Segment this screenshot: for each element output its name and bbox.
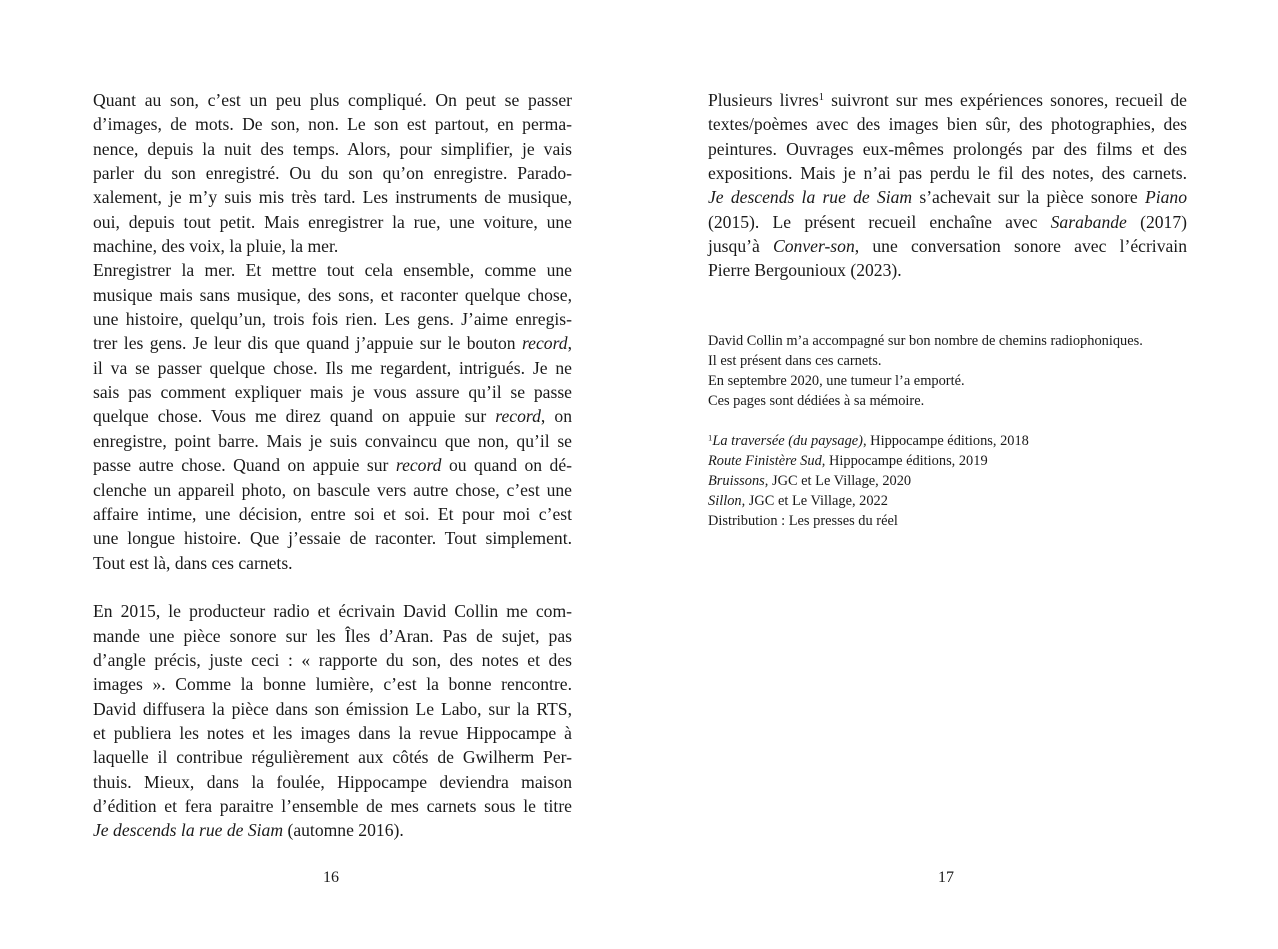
text-segment: musique mais sans musique, des sons, et raconter quelque chose, <box>93 284 572 305</box>
italic-text: record <box>395 455 442 476</box>
paragraph-line <box>93 599 572 623</box>
dedication <box>708 331 1188 411</box>
text-segment: , une conversation sonore avec l’écrivain <box>854 236 1187 257</box>
text-segment: enregistre, point barre. Mais je suis convaincu que non, qu’il se <box>93 430 572 451</box>
footnote-line <box>708 431 1188 451</box>
text-segment: d’angle précis, juste ceci : « rapporte du son, des notes et des <box>93 649 572 670</box>
text-segment: d’édition et fera paraitre l’ensemble de mes carnets sous le titre <box>93 795 572 816</box>
text-segment: Il est présent dans ces carnets. <box>708 353 882 370</box>
italic-text: record <box>495 406 541 427</box>
paragraph-line <box>708 112 1187 136</box>
text-segment: il va se passer quelque chose. Ils me regardent, intrigués. Je ne <box>93 357 572 378</box>
paragraph-line <box>93 697 572 721</box>
text-segment: laquelle il contribue régulièrement aux côtés de Gwilherm Per- <box>93 747 572 768</box>
italic-text: Piano <box>1144 187 1187 208</box>
paragraph-line <box>708 88 1187 112</box>
text-segment: , on <box>540 406 573 427</box>
text-segment: quelque chose. Vous me direz quand on appuie sur <box>93 406 496 427</box>
paragraph-line <box>93 234 572 258</box>
italic-text: La traversée (du paysage) <box>712 433 863 449</box>
paragraph-line <box>708 137 1187 161</box>
text-segment: images ». Comme la bonne lumière, c’est la bonne rencontre. <box>93 674 572 695</box>
text-segment: expositions. Mais je n’ai pas perdu le fil des notes, des carnets. <box>708 163 1187 184</box>
text-segment: xalement, je m’y suis mis très tard. Les instruments de musique, <box>93 187 572 208</box>
paragraph-line <box>93 794 572 818</box>
footnotes <box>708 431 1188 531</box>
text-segment: une longue histoire. Que j’essaie de raconter. Tout simplement. <box>93 528 572 549</box>
paragraph-line <box>93 404 572 428</box>
italic-text: Je descends la rue de Siam <box>93 820 284 841</box>
text-segment: suivront sur mes expériences sonores, recueil de <box>824 90 1187 110</box>
paragraph <box>708 88 1187 283</box>
paragraph <box>93 258 572 574</box>
paragraph-line <box>93 818 572 842</box>
text-segment: affaire intime, une décision, entre soi et soi. Et pour moi c’est <box>93 503 572 524</box>
paragraph-line <box>708 185 1187 209</box>
text-segment: sais pas comment expliquer mais je vous assure qu’il se passe <box>93 382 572 403</box>
text-segment: peintures. Ouvrages eux-mêmes prolongés par des films et des <box>708 138 1187 159</box>
paragraph-line <box>93 624 572 648</box>
paragraph-line <box>93 307 572 331</box>
text-segment: trer les gens. Je leur dis que quand j’appuie sur le bouton <box>93 333 522 354</box>
paragraph-line <box>93 648 572 672</box>
paragraph-line <box>93 331 572 355</box>
footnote-line <box>708 491 1188 511</box>
paragraph-line <box>708 161 1187 185</box>
paragraph-line <box>93 502 572 526</box>
paragraph-line <box>93 356 572 380</box>
italic-text: Sillon <box>708 493 742 510</box>
text-segment: Distribution : Les presses du réel <box>708 513 898 530</box>
text-segment: Tout est là, dans ces carnets. <box>93 552 293 573</box>
text-segment: et publiera les notes et les images dans la revue Hippocampe à <box>93 722 572 743</box>
paragraph-line <box>93 88 572 112</box>
right-body-text <box>708 88 1187 283</box>
text-segment: clenche un appareil photo, on bascule vers autre chose, c’est une <box>93 479 572 500</box>
italic-text: record <box>521 333 568 354</box>
text-segment: s’achevait sur la pièce sonore <box>912 187 1145 208</box>
text-segment: En 2015, le producteur radio et écrivain David Collin me com- <box>93 601 572 622</box>
text-segment: (2015). Le présent recueil enchaîne avec <box>708 211 1051 232</box>
paragraph-line <box>93 283 572 307</box>
paragraph-line <box>93 112 572 136</box>
paragraph-line <box>93 453 572 477</box>
text-segment: jusqu’à <box>708 236 773 257</box>
text-segment: mande une pièce sonore sur les Îles d’Aran. Pas de sujet, pas <box>93 625 572 646</box>
page-number-right: 17 <box>938 869 954 886</box>
text-segment: David diffusera la pièce dans son émission Le Labo, sur la RTS, <box>93 698 572 719</box>
footnote-line <box>708 451 1188 471</box>
text-segment: oui, depuis tout petit. Mais enregistrer la rue, une voiture, une <box>93 211 572 232</box>
text-segment: textes/poèmes avec des images bien sûr, des photographies, des <box>708 114 1187 135</box>
italic-text: Route Finistère Sud <box>708 453 822 470</box>
text-segment: Ces pages sont dédiées à sa mémoire. <box>708 393 925 410</box>
paragraph-line <box>93 770 572 794</box>
footnote-marker: 1 <box>708 432 713 443</box>
text-segment: d’images, de mots. De son, non. Le son est partout, en perma- <box>93 114 572 135</box>
paragraph-line <box>93 137 572 161</box>
paragraph-line <box>93 745 572 769</box>
text-segment: En septembre 2020, une tumeur l’a emporté. <box>708 373 965 390</box>
dedication-line <box>708 331 1188 351</box>
paragraph-line <box>93 429 572 453</box>
footnote-line <box>708 471 1188 491</box>
text-segment: Enregistrer la mer. Et mettre tout cela ensemble, comme une <box>93 260 572 281</box>
paragraph-line <box>93 210 572 234</box>
text-segment: (automne 2016). <box>283 820 404 841</box>
text-segment: passe autre chose. Quand on appuie sur <box>93 455 396 476</box>
paragraph <box>93 88 572 258</box>
paragraph-line <box>93 258 572 282</box>
text-segment: , JGC et Le Village, 2020 <box>764 473 912 490</box>
footnote-line <box>708 511 1188 531</box>
paragraph-line <box>93 672 572 696</box>
dedication-line <box>708 391 1188 411</box>
text-segment: , Hippocampe éditions, 2018 <box>862 433 1029 449</box>
text-segment: machine, des voix, la pluie, la mer. <box>93 236 339 257</box>
italic-text: Je descends la rue de Siam <box>708 187 913 208</box>
paragraph-line <box>93 721 572 745</box>
text-segment: Pierre Bergounioux (2023). <box>708 260 902 281</box>
italic-text: Bruissons <box>708 473 765 490</box>
paragraph <box>93 599 572 842</box>
paragraph-line <box>93 380 572 404</box>
text-segment: une histoire, quelqu’un, trois fois rien. Les gens. J’aime enregis- <box>93 309 572 330</box>
paragraph-line <box>93 551 572 575</box>
left-body-text <box>93 88 572 843</box>
text-segment: parler du son enregistré. Ou du son qu’on enregistre. Parado- <box>93 163 572 184</box>
page-number-left: 16 <box>323 869 339 886</box>
footnote-marker: 1 <box>818 92 825 104</box>
paragraph-line <box>708 258 1187 282</box>
text-segment: Quant au son, c’est un peu plus compliqué. On peut se passer <box>93 90 572 110</box>
paragraph-line <box>93 526 572 550</box>
text-segment: , Hippocampe éditions, 2019 <box>821 453 988 470</box>
text-segment: ou quand on dé- <box>441 455 572 476</box>
dedication-line <box>708 351 1188 371</box>
text-segment: nence, depuis la nuit des temps. Alors, pour simplifier, je vais <box>93 138 572 159</box>
paragraph-line <box>708 234 1187 258</box>
right-page <box>639 0 1278 949</box>
paragraph-line <box>93 161 572 185</box>
paragraph-line <box>93 478 572 502</box>
text-segment: Plusieurs livres <box>708 90 819 110</box>
text-segment: thuis. Mieux, dans la foulée, Hippocampe deviendra maison <box>93 771 572 792</box>
italic-text: Conver-son <box>773 236 855 257</box>
text-segment: , <box>567 333 572 354</box>
text-segment: , JGC et Le Village, 2022 <box>741 493 888 510</box>
italic-text: Sarabande <box>1050 211 1127 232</box>
paragraph-line <box>708 210 1187 234</box>
paragraph-line <box>93 185 572 209</box>
text-segment: (2017) <box>1126 211 1187 232</box>
text-segment: David Collin m’a accompagné sur bon nombre de chemins radiophoniques. <box>708 333 1143 349</box>
dedication-line <box>708 371 1188 391</box>
